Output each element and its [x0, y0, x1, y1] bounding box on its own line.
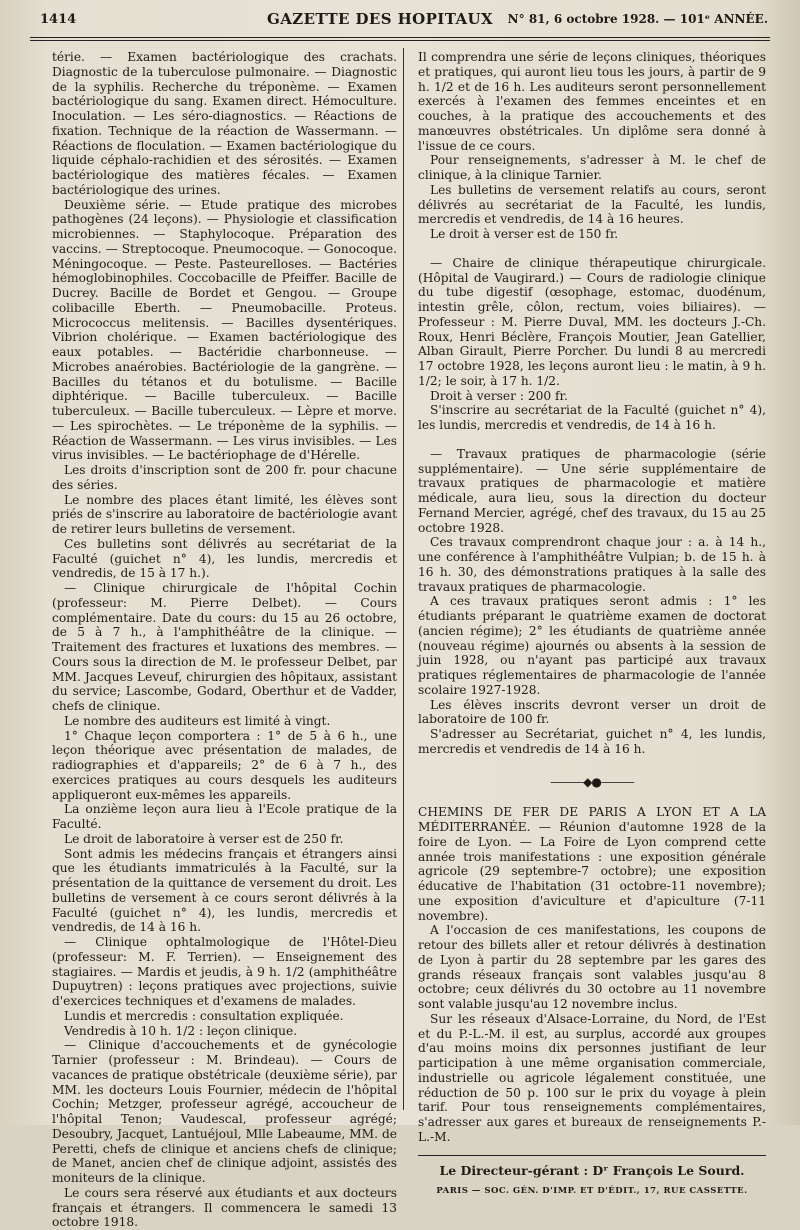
paragraph: Droit à verser : 200 fr. [430, 388, 568, 403]
paragraph: — Clinique d'accouchements et de gynécologie Tarnier (professeur : M. Brindeau). — Cours de vacances de pratique obstétricale (deuxième série), par MM. les docteurs Louis Fournier, médecin de l'hôpital Cochin; Metzger, professeur agrégé, accoucheur de l'hôpital Tenon; Vaudescal, professeur agrégé; Desoubry, Jacquet, Lantuéjoul, Mlle Labeaume, MM. de Peretti, chefs de clinique et anciens chefs de clinique; de Manet, ancien chef de clinique adjoint, assistés des moniteurs de la clinique. [52, 1038, 397, 1185]
paragraph: Il comprendra une série de leçons cliniques, théoriques et pratiques, qui auront lieu tous les jours, à partir de 9 h. 1/2 et de 16 h. Les auditeurs seront personnellement exercés à l'examen des femmes enceintes et en couches, à la pratique des accouchements et des manœuvres obstétricales. Un diplôme sera donné à l'issue de ce cours. [418, 50, 766, 153]
paragraph: A l'occasion de ces manifestations, les coupons de retour des billets aller et retour délivrés à destination de Lyon à partir du 28 septembre par les gares des grands réseaux français sont valables jusqu'au 8 octobre; ceux délivrés du 30 octobre au 11 novembre sont valable jusqu'au 12 novembre inclus. [418, 923, 766, 1011]
railway-notice: CHEMINS DE FER DE PARIS A LYON ET A LA MÉDITERRANÉE. — Réunion d'automne 1928 de la foire de Lyon. — La Foire de Lyon comprend cette année trois manifestations : une exposition générale agricole (29 septembre-7 octobre); une exposition éducative de l'habitation (31 octobre-11 novembre); une exposition d'aviculture et d'apiculture (7-11 novembre). [418, 805, 766, 923]
paragraph: 1° Chaque leçon comportera : 1° de 5 à 6 h., une leçon théorique avec présentation de malades, de radiographies et d'appareils; 2° de 6 à 7 h., des exercices pratiques au cours desquels les auditeurs appliqueront eux-mêmes les appareils. [52, 728, 397, 802]
paragraph: — Chaire de clinique thérapeutique chirurgicale. (Hôpital de Vaugirard.) — Cours de radiologie clinique du tube digestif (œsophage, estomac, duodénum, intestin grêle, côlon, rectum, voies biliaires). — Professeur : M. Pierre Duval, MM. les docteurs J.-Ch. Roux, Henri Béclère, François Moutier, Jean Gatellier, Alban Girault, Pierre Porcher. Du lundi 8 au mercredi 17 octobre 1928, les leçons auront lieu : le matin, à 9 h. 1/2; le soir, à 17 h. 1/2. [418, 255, 766, 388]
page-header [22, 10, 770, 34]
issue-info: N° 81, 6 octobre 1928. — 101ᵉ ANNÉE. [507, 12, 768, 26]
paragraph: La onzième leçon aura lieu à l'Ecole pratique de la Faculté. [52, 802, 397, 831]
journal-title: GAZETTE DES HOPITAUX [267, 10, 494, 28]
header-rule-double [30, 40, 770, 41]
printer-imprint: PARIS — SOC. GÉN. D'IMP. ET D'ÉDIT., 17, RUE CASSETTE. [436, 1186, 748, 1197]
paragraph: Les élèves inscrits devront verser un droit de laboratoire de 100 fr. [418, 697, 766, 727]
right-column [418, 50, 766, 1199]
left-column [52, 50, 397, 1230]
paragraph: Ces travaux comprendront chaque jour : a. à 14 h., une conférence à l'amphithéâtre Vulpian; b. de 15 h. à 16 h. 30, des démonstrations pratiques à la salle des travaux pratiques de pharmacologie. [418, 535, 766, 594]
paragraph: Le droit à verser est de 150 fr. [430, 227, 619, 241]
paragraph: Le droit de laboratoire à verser est de 250 fr. [64, 831, 344, 846]
column-divider [403, 48, 404, 1110]
footer-rule [418, 1155, 766, 1156]
ornament-separator: ———◆●——— [550, 774, 634, 789]
paragraph: S'inscrire au secrétariat de la Faculté (guichet n° 4), les lundis, mercredis et vendredis, de 14 à 16 h. [418, 403, 766, 432]
paragraph: Lundis et mercredis : consultation expliquée. [64, 1008, 344, 1023]
paragraph: Deuxième série. — Etude pratique des microbes pathogènes (24 leçons). — Physiologie et classification microbiennes. — Staphylocoque. Préparation des vaccins. — Streptocoque. Pneumocoque. — Gonocoque. Méningocoque. — Peste. Pasteurelloses. — Bactéries hémoglobinophiles. Coccobacille de Pfeiffer. Bacille de Ducrey. Bacille de Bordet et Gengou. — Groupe colibacille Eberth. — Pneumobacille. Proteus. Micrococcus melitensis. — Bacilles dysentériques. Vibrion cholérique. — Examen bactériologique des eaux potables. — Bactéridie charbonneuse. — Microbes anaérobies. Bactériologie de la gangrène. — Bacilles du tétanos et du botulisme. — Bacille diphtérique. — Bacille tuberculeux. — Bacille tuberculeux. — Bacille tuberculeux. — Lèpre et morve. — Les spirochètes. — Le tréponème de la syphilis. — Réaction de Wassermann. — Les virus invisibles. — Les virus invisibles. — Le bactériophage de d'Hérelle. [52, 197, 397, 463]
paragraph: Sur les réseaux d'Alsace-Lorraine, du Nord, de l'Est et du P.-L.-M. il est, au surplus, accordé aux groupes d'au moins moins dix personnes justifiant de leur participation à une même organisation commerciale, industrielle ou agricole légalement constituée, une réduction de 50 p. 100 sur le prix du voyage à plein tarif. Pour tous renseignements complémentaires, s'adresser aux gares et bureaux de renseignements P.-L.-M. [418, 1011, 766, 1144]
paragraph: Le nombre des places étant limité, les élèves sont priés de s'inscrire au laboratoire de bactériologie avant de retirer leurs bulletins de versement. [52, 492, 397, 536]
paragraph: — Clinique chirurgicale de l'hôpital Cochin (professeur: M. Pierre Delbet). — Cours complémentaire. Date du cours: du 15 au 26 octobre, de 5 à 7 h., à l'amphithéâtre de la clinique. — Traitement des fractures et luxations des membres. — Cours sous la direction de M. le professeur Delbet, par MM. Jacques Leveuf, chirurgien des hôpitaux, assistant du service; Lascombe, Godard, Oberthur et de Vadder, chefs de clinique. [52, 581, 397, 713]
paragraph: S'adresser au Secrétariat, guichet n° 4, les lundis, mercredis et vendredis de 14 à 16 h. [418, 727, 766, 756]
paragraph: Sont admis les médecins français et étrangers ainsi que les étudiants immatriculés à la Faculté, sur la présentation de la quittance de versement du droit. Les bulletins de versement à ce cours seront délivrés à la Faculté (guichet n° 4), les lundis, mercredis et vendredis, de 14 à 16 h. [52, 846, 397, 935]
paragraph: A ces travaux pratiques seront admis : 1° les étudiants préparant le quatrième examen de doctorat (ancien régime); 2° les étudiants de quatrième année (nouveau régime) ajournés ou absents à la session de juin 1928, ou n'ayant pas participé aux travaux pratiques réglementaires de pharmacologie de l'année scolaire 1927-1928. [418, 594, 766, 697]
header-rule [30, 37, 770, 38]
paragraph: Ces bulletins sont délivrés au secrétariat de la Faculté (guichet n° 4), les lundis, mercredis et vendredis, de 15 à 17 h.). [52, 536, 397, 581]
paragraph: — Clinique ophtalmologique de l'Hôtel-Dieu (professeur: M. F. Terrien). — Enseignement des stagiaires. — Mardis et jeudis, à 9 h. 1/2 (amphithéâtre Dupuytren) : leçons pratiques avec projections, suivie d'exercices techniques et d'examens de malades. [52, 935, 397, 1008]
paragraph: Pour renseignements, s'adresser à M. le chef de clinique, à la clinique Tarnier. [418, 153, 766, 182]
paragraph: Les droits d'inscription sont de 200 fr. pour chacune des séries. [52, 463, 397, 492]
paragraph: Le nombre des auditeurs est limité à vingt. [64, 713, 331, 728]
paragraph: Le cours sera réservé aux étudiants et aux docteurs français et étrangers. Il commencera le samedi 13 octobre 1918. [52, 1185, 397, 1230]
paragraph: — Travaux pratiques de pharmacologie (série supplémentaire). — Une série supplémentaire de travaux pratiques de pharmacologie et matière médicale, aura lieu, sous la direction du docteur Fernand Mercier, agrégé, chef des travaux, du 15 au 25 octobre 1928. [418, 446, 766, 535]
director-signature: Le Directeur-gérant : Dʳ François Le Sourd. [439, 1162, 745, 1178]
paragraph: térie. — Examen bactériologique des crachats. Diagnostic de la tuberculose pulmonaire. — Diagnostic de la syphilis. Recherche du tréponème. — Examen bactériologique du sang. Examen direct. Hémoculture. Inoculation. — Les séro-diagnostics. — Réactions de fixation. Technique de la réaction de Wassermann. — Réactions de floculation. — Examen bactériologique du liquide céphalo-rachidien et des sérosités. — Examen bactériologique des matières fécales. — Examen bactériologique des urines. [52, 50, 397, 197]
paragraph: Vendredis à 10 h. 1/2 : leçon clinique. [64, 1023, 298, 1038]
paragraph: Les bulletins de versement relatifs au cours, seront délivrés au secrétariat de la Faculté, les lundis, mercredis et vendredis, de 14 à 16 heures. [418, 182, 766, 227]
page-number: 1414 [40, 12, 77, 27]
